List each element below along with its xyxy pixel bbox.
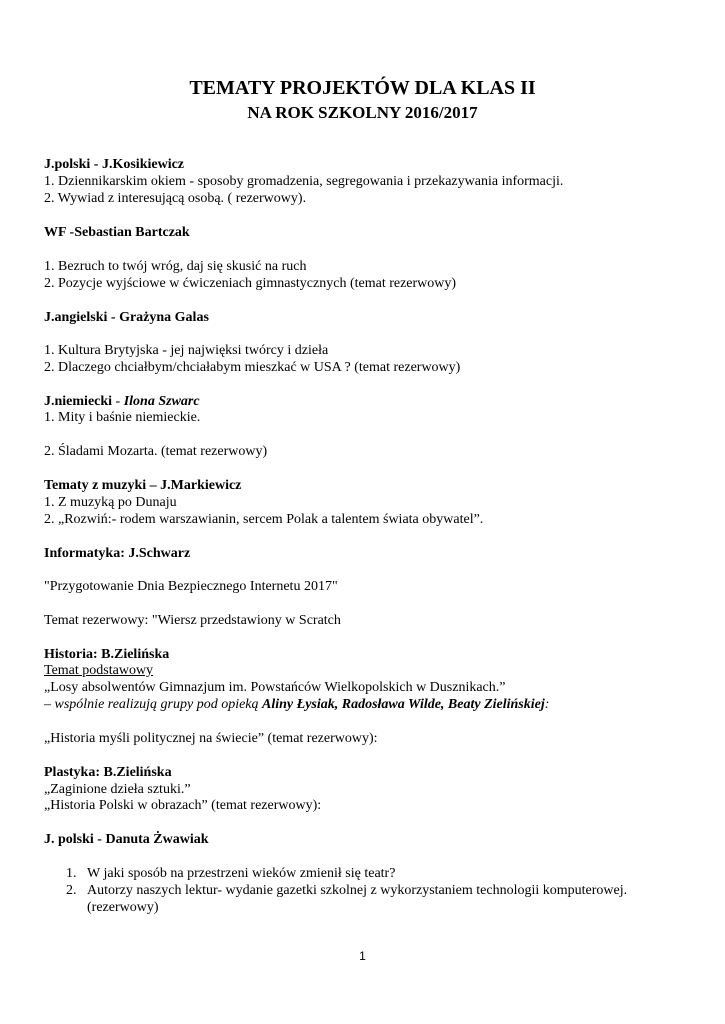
- list-item: 2. Dlaczego chciałbym/chciałabym mieszkać w USA ? (temat rezerwowy): [44, 360, 461, 375]
- group-note: [44, 696, 549, 713]
- document-subtitle: NA ROK SZKOLNY 2016/2017: [247, 103, 478, 122]
- list-item: 1. Dziennikarskim okiem - sposoby gromadzenia, segregowania i przekazywania informacji.: [44, 174, 564, 189]
- section-heading-informatyka: Informatyka: J.Schwarz: [44, 546, 191, 561]
- list-item: „Zaginione dzieła sztuki.”: [44, 782, 191, 797]
- list-item: W jaki sposób na przestrzeni wieków zmienił się teatr?: [87, 866, 396, 881]
- reserve-topic-text: „Historia myśli politycznej na świecie” (temat rezerwowy):: [44, 731, 378, 746]
- reserve-topic-text: Temat rezerwowy: "Wiersz przedstawiony w Scratch: [44, 613, 341, 628]
- heading-subject: J.niemiecki: [44, 394, 113, 409]
- list-item-continuation: (rezerwowy): [87, 900, 159, 915]
- basic-topic-label: Temat podstawowy: [44, 663, 154, 678]
- list-item: 2. „Rozwiń:- rodem warszawianin, sercem Polak a talentem świata obywatel”.: [44, 512, 484, 527]
- section-heading-wf: WF -Sebastian Bartczak: [44, 225, 190, 240]
- list-item: 2. Pozycje wyjściowe w ćwiczeniach gimnastycznych (temat rezerwowy): [44, 276, 457, 291]
- list-item-number: 1.: [66, 866, 77, 881]
- heading-teacher: Ilona Szwarc: [123, 394, 200, 409]
- section-heading-niemiecki: [44, 393, 200, 410]
- list-item: 1. Bezruch to twój wróg, daj się skusić na ruch: [44, 259, 307, 274]
- section-heading-historia: Historia: B.Zielińska: [44, 647, 170, 662]
- topic-text: "Przygotowanie Dnia Bezpiecznego Internetu 2017": [44, 579, 338, 594]
- list-item: 1. Z muzyką po Dunaju: [44, 495, 177, 510]
- topic-text: „Losy absolwentów Gimnazjum im. Powstańców Wielkopolskich w Dusznikach.”: [44, 680, 506, 695]
- list-item: 2. Wywiad z interesującą osobą. ( rezerwowy).: [44, 191, 307, 206]
- heading-separator: -: [112, 394, 124, 409]
- section-heading-polski-zwawiak: J. polski - Danuta Żwawiak: [44, 832, 209, 847]
- section-heading-plastyka: Plastyka: B.Zielińska: [44, 765, 172, 780]
- list-item: 2. Śladami Mozarta. (temat rezerwowy): [44, 444, 268, 459]
- page-number: 1: [359, 949, 366, 963]
- list-item: 1. Mity i baśnie niemieckie.: [44, 410, 201, 425]
- note-prefix: – wspólnie realizują grupy pod opieką: [44, 697, 263, 712]
- list-item: Autorzy naszych lektur- wydanie gazetki szkolnej z wykorzystaniem technologii komputerowej.: [87, 883, 628, 898]
- section-heading-angielski: J.angielski - Grażyna Galas: [44, 310, 209, 325]
- document-title: TEMATY PROJEKTÓW DLA KLAS II: [189, 77, 536, 99]
- note-names: Aliny Łysiak, Radosława Wilde, Beaty Zielińskiej: [262, 697, 545, 712]
- list-item: 1. Kultura Brytyjska - jej najwięksi twórcy i dzieła: [44, 343, 329, 358]
- section-heading-polski-kosikiewicz: J.polski - J.Kosikiewicz: [44, 157, 185, 172]
- note-suffix: :: [544, 697, 550, 712]
- list-item-number: 2.: [66, 883, 77, 898]
- list-item: „Historia Polski w obrazach” (temat rezerwowy):: [44, 798, 322, 813]
- section-heading-muzyka: Tematy z muzyki – J.Markiewicz: [44, 478, 242, 493]
